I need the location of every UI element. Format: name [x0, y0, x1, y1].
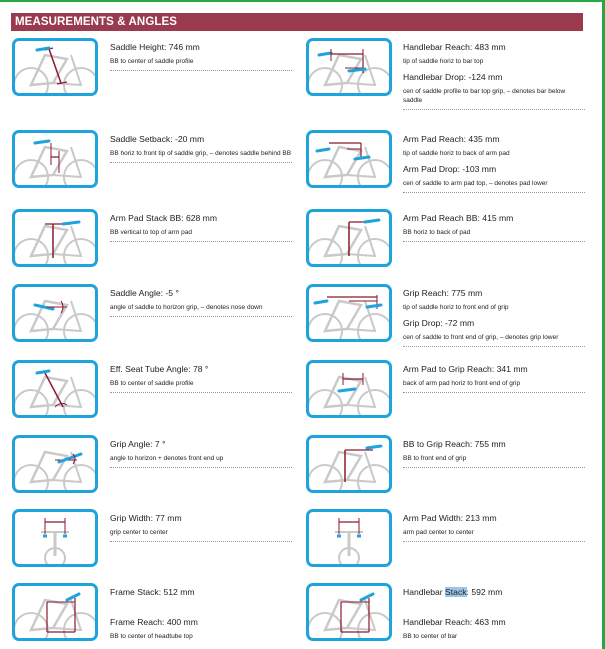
saddle-height-icon: [12, 38, 98, 96]
measurement-title: Saddle Height: 746 mm: [110, 42, 200, 52]
measurement-item: [110, 42, 295, 71]
measurement-title: Arm Pad Reach: 435 mm: [403, 134, 500, 144]
arm-pad-reach-icon: [306, 130, 392, 188]
measurement-title: Arm Pad Reach BB: 415 mm: [403, 213, 514, 223]
arm-pad-width-icon-drawing: [309, 512, 389, 564]
grip-width-icon-drawing: [15, 512, 95, 564]
bb-to-grip-icon: [306, 435, 392, 493]
dotted-divider: [403, 241, 585, 242]
measurement-description: BB to center of headtube top: [110, 633, 193, 640]
handlebar-stack-icon: [306, 583, 392, 641]
dotted-divider: [110, 541, 292, 542]
measurement-title: Grip Drop: -72 mm: [403, 318, 475, 328]
saddle-height-icon-drawing: [15, 41, 95, 93]
title-highlight: Stack: [445, 587, 467, 597]
measurement-description: BB to front end of grip: [403, 455, 467, 462]
grip-angle-icon: [12, 435, 98, 493]
measurement-title: Saddle Angle: -5 °: [110, 288, 179, 298]
saddle-angle-icon: [12, 284, 98, 342]
measurement-title: Handlebar Drop: -124 mm: [403, 72, 503, 82]
measurement-description: BB horiz to back of pad: [403, 229, 471, 236]
seat-tube-angle-icon: [12, 360, 98, 418]
seat-tube-angle-icon-drawing: [15, 363, 95, 415]
measurement-item: [403, 72, 588, 110]
measurement-description: cen of saddle to front end of grip, – denotes grip lower: [403, 334, 559, 341]
measurement-description: cen of saddle profile to bar top grip, – denotes bar below saddle: [403, 88, 566, 104]
measurement-description: BB vertical to top of arm pad: [110, 229, 193, 236]
measurement-item: [403, 134, 588, 158]
measurement-item: [403, 213, 588, 242]
measurement-item: [403, 364, 588, 393]
measurement-description: arm pad center to center: [403, 529, 474, 536]
measurement-description: tip of saddle horiz to front end of grip: [403, 304, 509, 311]
measurement-item: [110, 288, 295, 317]
measurement-item: [403, 288, 588, 312]
measurement-description: BB to center of bar: [403, 633, 458, 640]
window-top-edge: [0, 0, 605, 2]
grip-reach-icon-drawing: [309, 287, 389, 339]
measurement-title: Grip Angle: 7 °: [110, 439, 166, 449]
saddle-setback-icon-drawing: [15, 133, 95, 185]
measurement-title: [403, 587, 588, 598]
measurement-item: [403, 318, 588, 347]
arm-pad-reach-bb-icon-drawing: [309, 212, 389, 264]
frame-stack-icon-drawing: [15, 586, 95, 638]
measurement-description: BB horiz to front tip of saddle grip, – denotes saddle behind BB: [110, 150, 292, 157]
measurement-title: Arm Pad Drop: -103 mm: [403, 164, 497, 174]
measurement-item: [403, 587, 588, 598]
measurement-description: tip of saddle horiz to bar top: [403, 58, 484, 65]
arm-pad-reach-bb-icon: [306, 209, 392, 267]
section-header: MEASUREMENTS & ANGLES: [11, 13, 583, 31]
saddle-setback-icon: [12, 130, 98, 188]
dotted-divider: [403, 192, 585, 193]
dotted-divider: [110, 467, 292, 468]
measurement-item: [403, 42, 588, 66]
measurement-item: [403, 164, 588, 193]
saddle-angle-icon-drawing: [15, 287, 95, 339]
measurement-title: Frame Reach: 400 mm: [110, 617, 198, 627]
arm-pad-to-grip-icon-drawing: [309, 363, 389, 415]
measurement-item: [110, 134, 295, 163]
frame-stack-icon: [12, 583, 98, 641]
measurement-item: [110, 439, 295, 468]
measurement-title: Arm Pad Stack BB: 628 mm: [110, 213, 217, 223]
measurement-item: [110, 213, 295, 242]
measurement-item: [110, 364, 295, 393]
bb-to-grip-icon-drawing: [309, 438, 389, 490]
handlebar-reach-icon: [306, 38, 392, 96]
dotted-divider: [110, 316, 292, 317]
dotted-divider: [403, 109, 585, 110]
measurement-description: grip center to center: [110, 529, 168, 536]
arm-pad-stack-icon-drawing: [15, 212, 95, 264]
measurement-description: cen of saddle to arm pad top, – denotes pad lower: [403, 180, 548, 187]
measurement-description: back of arm pad horiz to front end of grip: [403, 380, 521, 387]
dotted-divider: [110, 162, 292, 163]
dotted-divider: [403, 392, 585, 393]
dotted-divider: [110, 392, 292, 393]
arm-pad-to-grip-icon: [306, 360, 392, 418]
dotted-divider: [403, 346, 585, 347]
measurement-title: Saddle Setback: -20 mm: [110, 134, 205, 144]
handlebar-stack-icon-drawing: [309, 586, 389, 638]
grip-reach-icon: [306, 284, 392, 342]
measurement-title: Frame Stack: 512 mm: [110, 587, 195, 597]
measurement-item: [110, 617, 295, 641]
measurement-item: [403, 513, 588, 542]
measurement-title: Handlebar Reach: 463 mm: [403, 617, 506, 627]
title-part: : 592 mm: [466, 587, 503, 597]
measurement-title: Arm Pad to Grip Reach: 341 mm: [403, 364, 528, 374]
dotted-divider: [403, 467, 585, 468]
measurement-description: angle of saddle to horizon grip, – denotes nose down: [110, 304, 263, 311]
dotted-divider: [403, 541, 585, 542]
arm-pad-stack-icon: [12, 209, 98, 267]
grip-angle-icon-drawing: [15, 438, 95, 490]
dotted-divider: [110, 70, 292, 71]
measurement-item: [110, 513, 295, 542]
arm-pad-reach-icon-drawing: [309, 133, 389, 185]
dotted-divider: [110, 241, 292, 242]
measurement-title: Eff. Seat Tube Angle: 78 °: [110, 364, 209, 374]
grip-width-icon: [12, 509, 98, 567]
measurement-item: [110, 587, 295, 598]
measurement-item: [403, 617, 588, 641]
measurement-item: [403, 439, 588, 468]
measurement-title: BB to Grip Reach: 755 mm: [403, 439, 506, 449]
measurement-description: tip of saddle horiz to back of arm pad: [403, 150, 510, 157]
measurement-title: Grip Reach: 775 mm: [403, 288, 483, 298]
measurement-description: BB to center of saddle profile: [110, 58, 194, 65]
arm-pad-width-icon: [306, 509, 392, 567]
handlebar-reach-icon-drawing: [309, 41, 389, 93]
measurement-title: Handlebar Reach: 483 mm: [403, 42, 506, 52]
title-part: Handlebar: [403, 587, 446, 597]
measurement-title: Arm Pad Width: 213 mm: [403, 513, 497, 523]
measurement-description: BB to center of saddle profile: [110, 380, 194, 387]
measurement-title: Grip Width: 77 mm: [110, 513, 182, 523]
measurement-description: angle to horizon + denotes front end up: [110, 455, 224, 462]
